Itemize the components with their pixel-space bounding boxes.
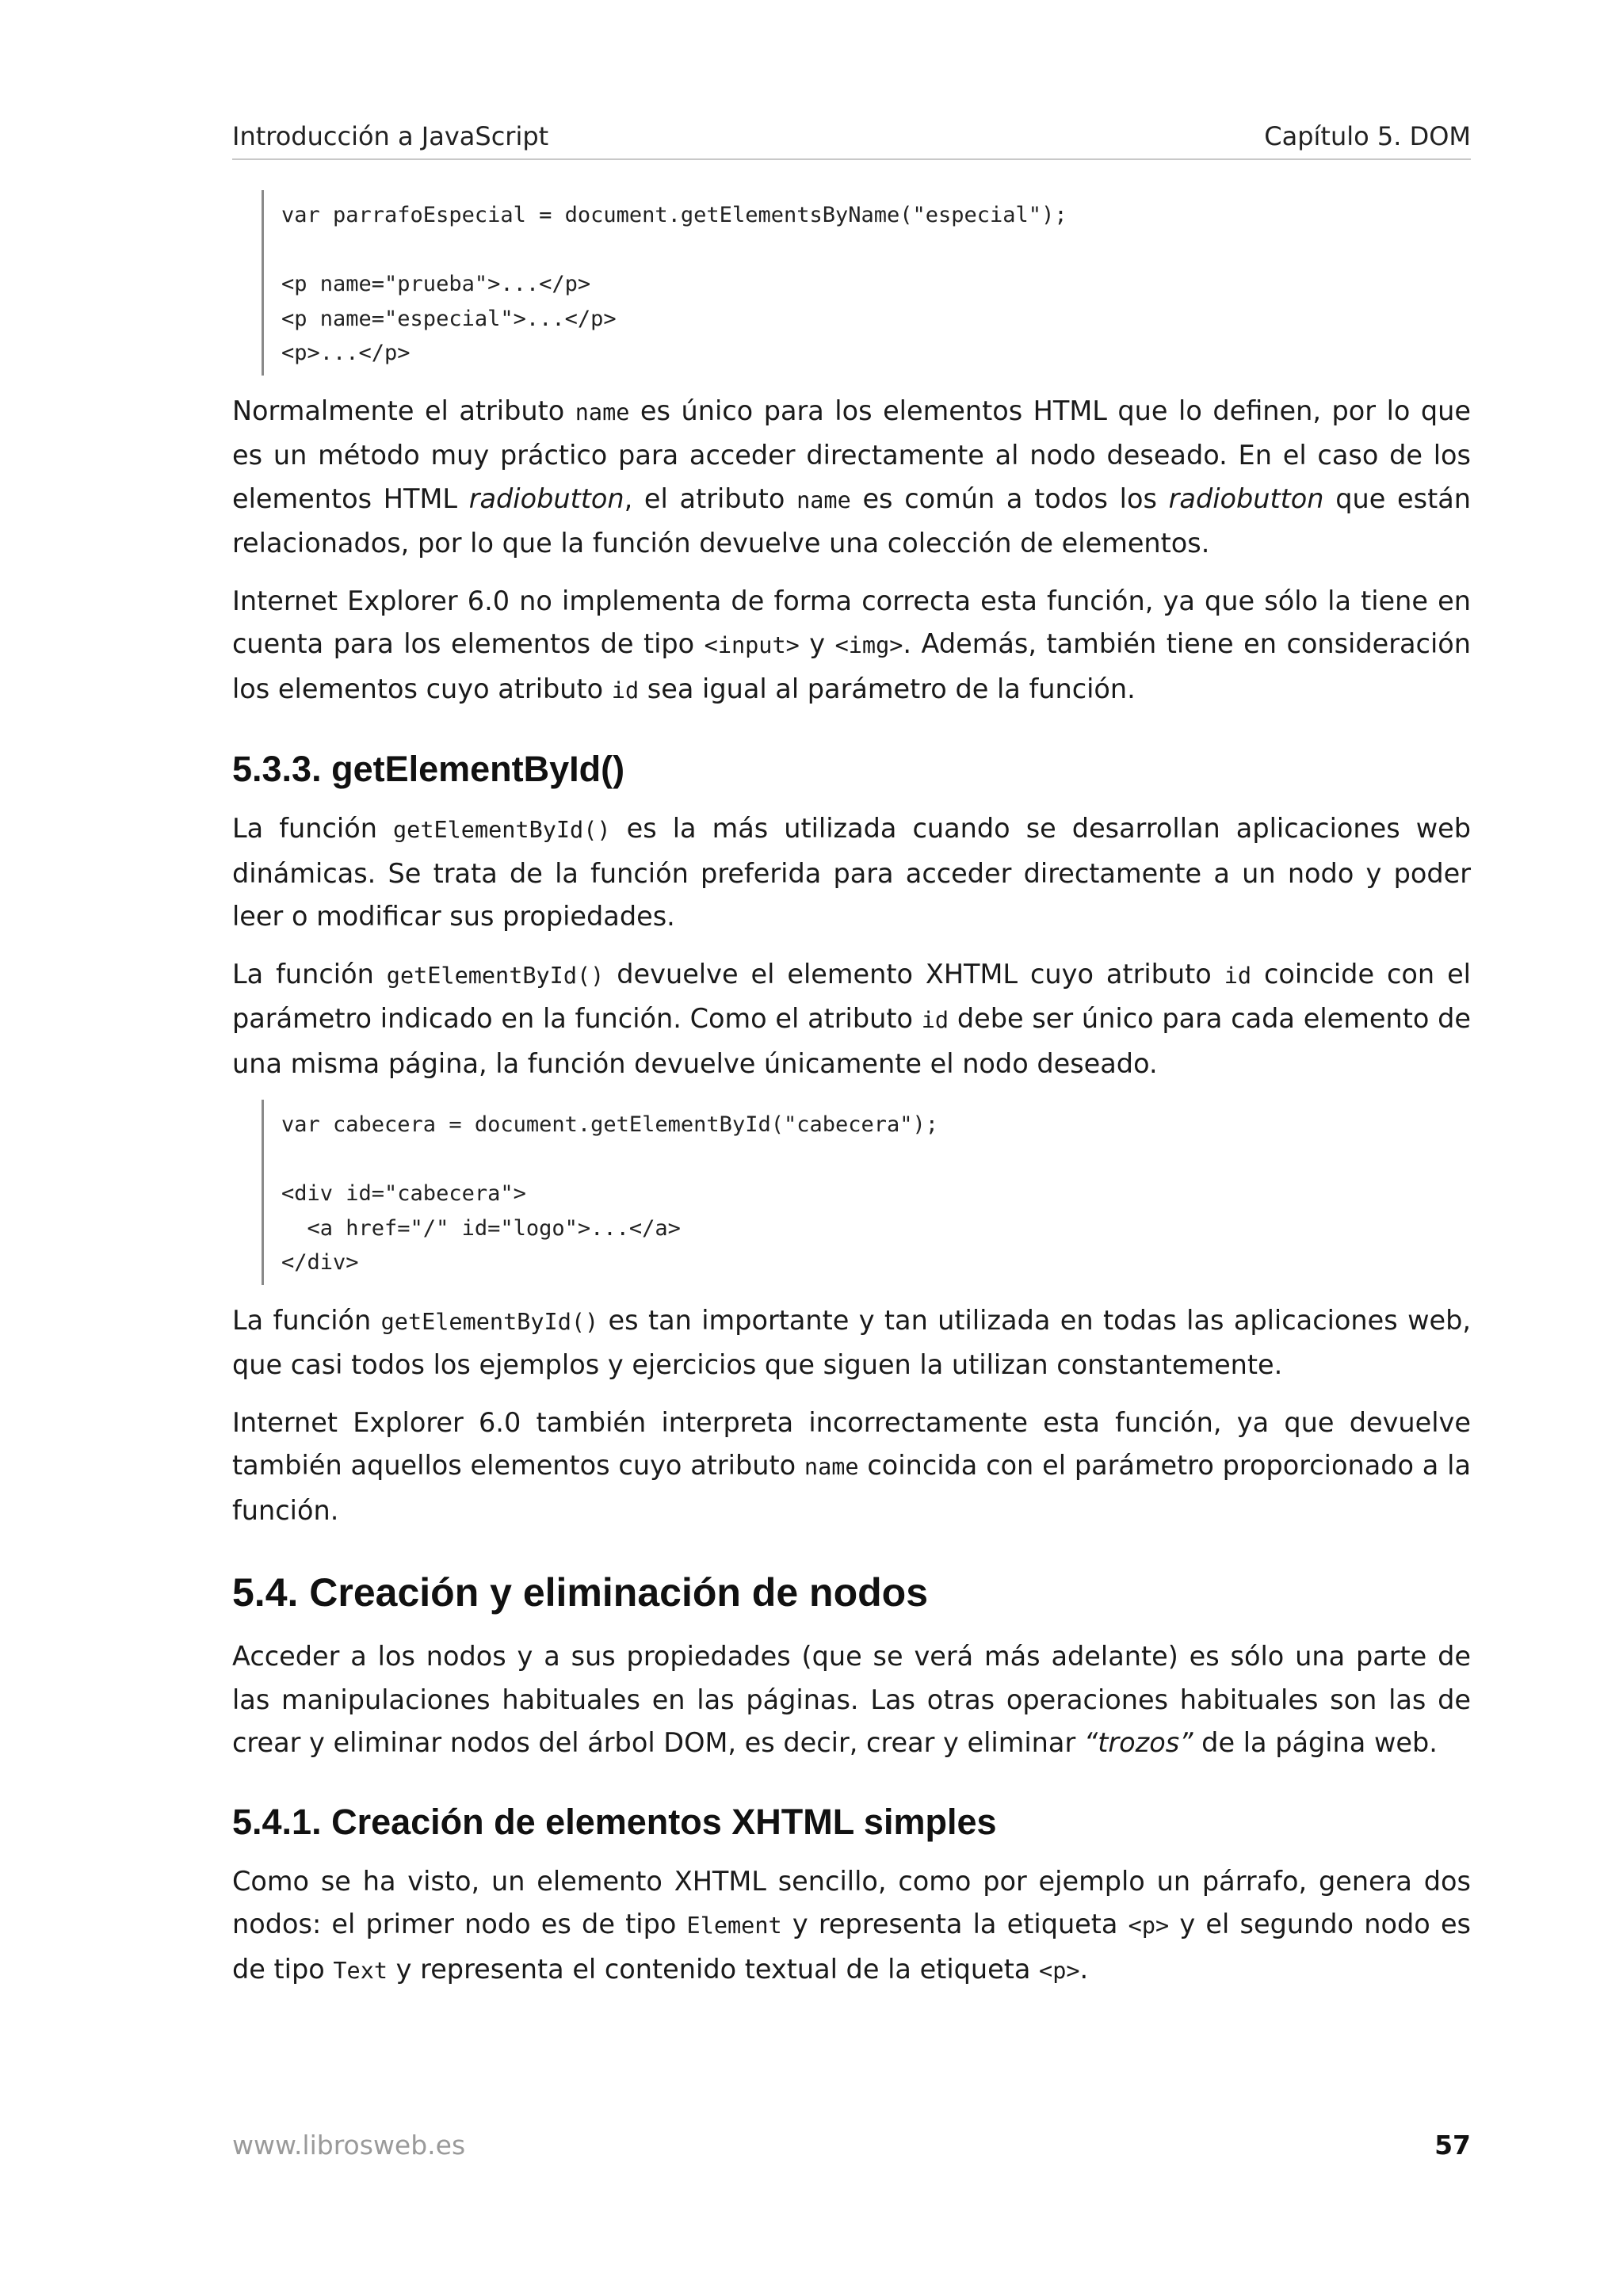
paragraph-getelementbyid-intro: La función getElementById() es la más utilizada cuando se desarrollan aplicaciones web dinámicas. Se trata de la función preferida para acceder directamente a un nodo y poder leer o modificar sus propiedades.: [232, 813, 1471, 932]
chapter-title: Capítulo 5. DOM: [1264, 121, 1471, 151]
page-footer: [232, 2130, 1471, 2169]
heading-5-4: 5.4. Creación y eliminación de nodos: [232, 1570, 929, 1615]
paragraph-getelementbyid-importance: La función getElementById() es tan importante y tan utilizada en todas las aplicaciones web, que casi todos los ejemplos y ejercicios que siguen la utilizan constantemente.: [232, 1304, 1471, 1380]
paragraph-ie-getelementsbyname: Internet Explorer 6.0 no implementa de forma correcta esta función, ya que sólo la tiene en cuenta para los elementos de tipo <input> y <img>. Además, también tiene en consideración los elementos cuyo atributo id sea igual al parámetro de la función.: [232, 585, 1471, 704]
paragraph-creation-intro: Acceder a los nodos y a sus propiedades (que se verá más adelante) es sólo una parte de las manipulaciones habituales en las páginas. Las otras operaciones habituales son las de crear y eliminar nodos del árbol DOM, es decir, crear y eliminar “trozos” de la página web.: [232, 1641, 1471, 1758]
paragraph-ie-getelementbyid: Internet Explorer 6.0 también interpreta incorrectamente esta función, ya que devuelve también aquellos elementos cuyo atributo name coincida con el parámetro proporcionado a la función.: [232, 1406, 1471, 1526]
footer-url: www.librosweb.es: [232, 2130, 466, 2161]
heading-5-4-1: 5.4.1. Creación de elementos XHTML simples: [232, 1801, 997, 1842]
code-block-getelementbyid: var cabecera = document.getElementById("cabecera"); <div id="cabecera"> <a href="/" id="logo">...</a> </div>: [262, 1100, 1471, 1285]
paragraph-name-attribute: Normalmente el atributo name es único para los elementos HTML que lo definen, por lo que es un método muy práctico para acceder directamente al nodo deseado. En el caso de los elementos HTML radiobutton, el atributo name es común a todos los radiobutton que están relacionados, por lo que la función devuelve una colección de elementos.: [232, 395, 1472, 559]
paragraph-simple-elements: Como se ha visto, un elemento XHTML sencillo, como por ejemplo un párrafo, genera dos nodos: el primer nodo es de tipo Element y representa la etiqueta <p> y el segundo nodo es de tipo Text y representa el contenido textual de la etiqueta <p>.: [232, 1865, 1472, 1985]
running-header: [232, 119, 1471, 160]
content: [232, 181, 1471, 2007]
page-number: 57: [1434, 2130, 1471, 2161]
code-block-getelementsbyname: var parrafoEspecial = document.getElementsByName("especial"); <p name="prueba">...</p> <p name="especial">...</p> <p>...</p>: [262, 190, 1471, 376]
book-title: Introducción a JavaScript: [232, 121, 549, 151]
paragraph-getelementbyid-returns: La función getElementById() devuelve el elemento XHTML cuyo atributo id coincide con el parámetro indicado en la función. Como el atributo id debe ser único para cada elemento de una misma página, la función devuelve únicamente el nodo deseado.: [232, 958, 1471, 1079]
heading-5-3-3: 5.3.3. getElementById(): [232, 749, 625, 789]
